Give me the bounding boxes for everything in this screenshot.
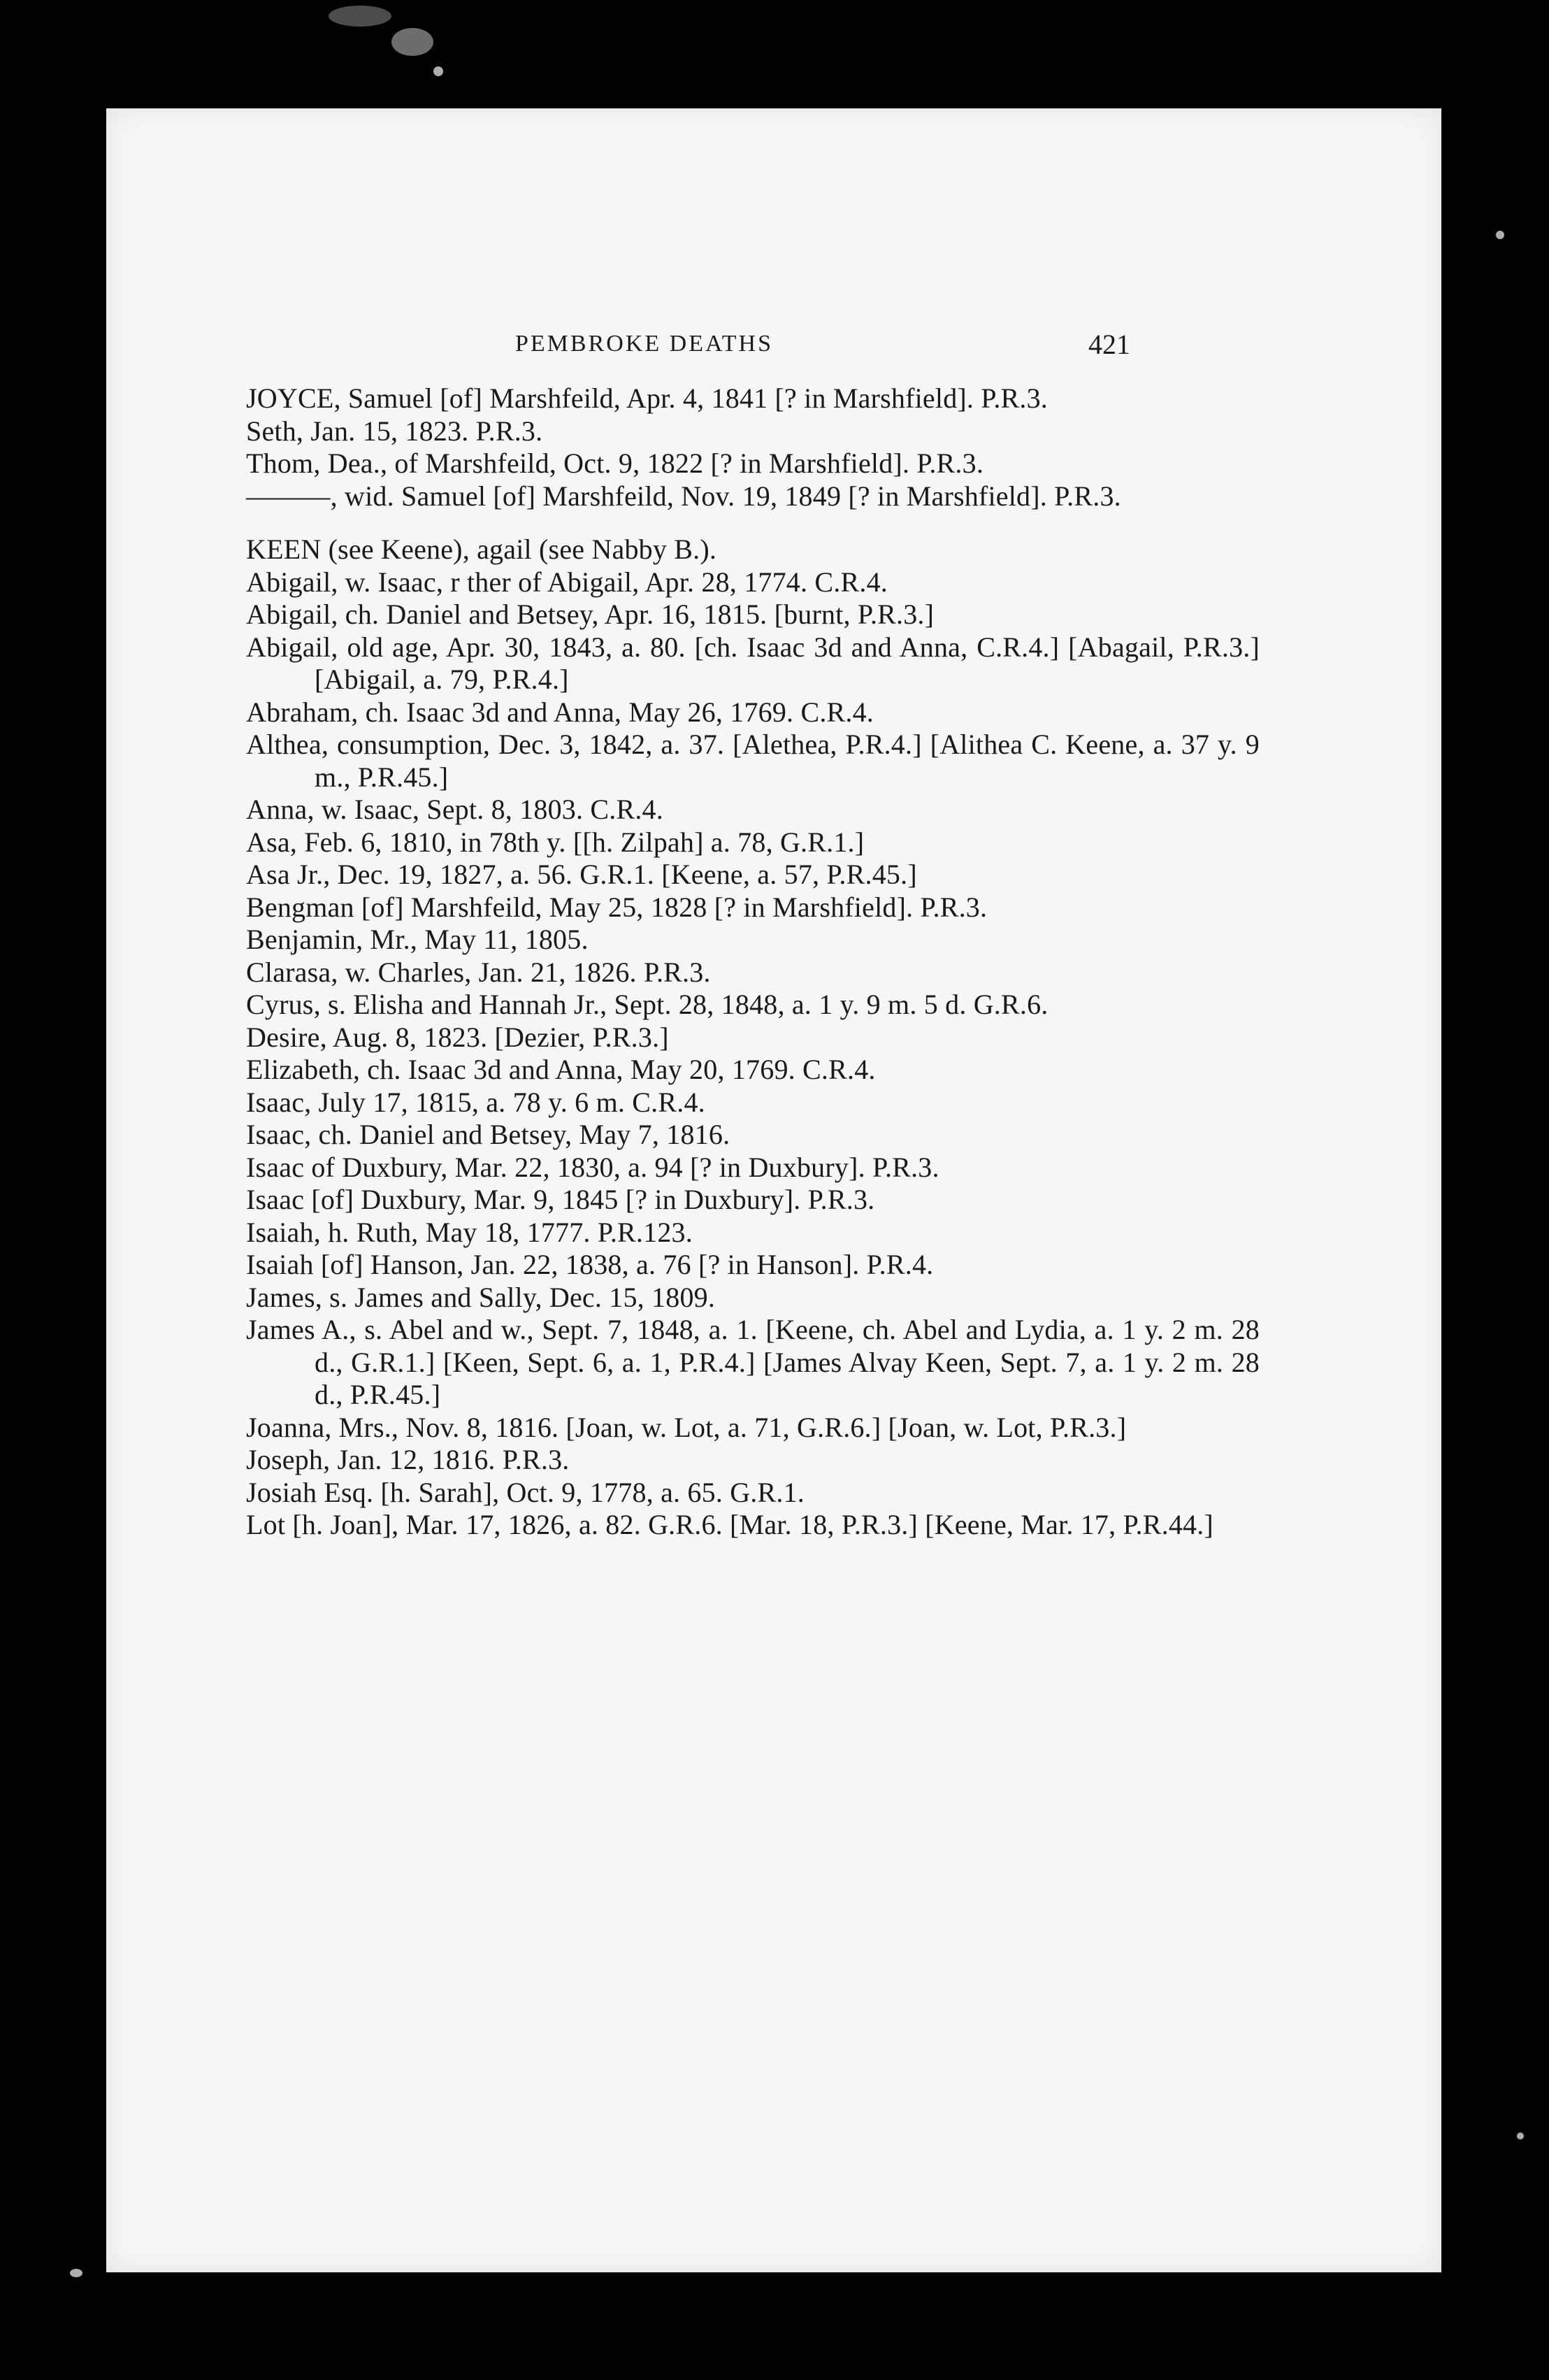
scan-noise: [1496, 231, 1504, 239]
death-record-entry: Seth, Jan. 15, 1823. P.R.3.: [246, 415, 543, 447]
death-record-entry: Abraham, ch. Isaac 3d and Anna, May 26, 1769. C.R.4.: [246, 696, 874, 728]
death-record-entry: Clarasa, w. Charles, Jan. 21, 1826. P.R.3.: [246, 956, 711, 988]
death-record-entry: James A., s. Abel and w., Sept. 7, 1848, a. 1. [Keene, ch. Abel and Lydia, a. 1 y. 2 m. 28 d., G.R.1.] [Keen, Sept. 6, a. 1, P.R.4.] [James Alvay Keen, Sept. 7, a. 1 y. 2 m. 28 d., P.R.45.]: [246, 1314, 1260, 1410]
death-record-entry: Joseph, Jan. 12, 1816. P.R.3.: [246, 1444, 570, 1475]
death-record-entry: ———, wid. Samuel [of] Marshfeild, Nov. 19, 1849 [? in Marshfield]. P.R.3.: [246, 480, 1121, 512]
book-page: [106, 108, 1441, 2272]
death-record-entry: Joanna, Mrs., Nov. 8, 1816. [Joan, w. Lot, a. 71, G.R.6.] [Joan, w. Lot, P.R.3.]: [246, 1411, 1127, 1443]
scan-noise: [329, 6, 391, 27]
page-number: 421: [1088, 329, 1130, 360]
death-record-entry: Althea, consumption, Dec. 3, 1842, a. 37. [Alethea, P.R.4.] [Alithea C. Keene, a. 37 y. 9 m., P.R.45.]: [246, 729, 1260, 793]
death-record-entry: Cyrus, s. Elisha and Hannah Jr., Sept. 28, 1848, a. 1 y. 9 m. 5 d. G.R.6.: [246, 989, 1049, 1020]
death-record-entry: Desire, Aug. 8, 1823. [Dezier, P.R.3.]: [246, 1021, 669, 1053]
death-record-entry: Isaac [of] Duxbury, Mar. 9, 1845 [? in Duxbury]. P.R.3.: [246, 1184, 875, 1215]
death-record-entry: KEEN (see Keene), agail (see Nabby B.).: [246, 533, 717, 565]
death-record-entry: Isaiah, h. Ruth, May 18, 1777. P.R.123.: [246, 1216, 693, 1248]
death-record-entry: Bengman [of] Marshfeild, May 25, 1828 [? in Marshfield]. P.R.3.: [246, 891, 988, 923]
running-head: [106, 331, 1441, 373]
death-record-entry: Abigail, w. Isaac, r ther of Abigail, Apr. 28, 1774. C.R.4.: [246, 566, 888, 598]
death-record-entry: Lot [h. Joan], Mar. 17, 1826, a. 82. G.R.6. [Mar. 18, P.R.3.] [Keene, Mar. 17, P.R.44.]: [246, 1509, 1213, 1540]
death-record-entry: Asa Jr., Dec. 19, 1827, a. 56. G.R.1. [Keene, a. 57, P.R.45.]: [246, 859, 917, 890]
death-record-entry: Isaac of Duxbury, Mar. 22, 1830, a. 94 [? in Duxbury]. P.R.3.: [246, 1151, 939, 1183]
scan-noise: [70, 2269, 82, 2277]
death-record-entry: Isaac, ch. Daniel and Betsey, May 7, 1816.: [246, 1119, 730, 1150]
scan-noise: [1517, 2132, 1524, 2139]
death-record-entry: Asa, Feb. 6, 1810, in 78th y. [[h. Zilpah] a. 78, G.R.1.]: [246, 826, 865, 858]
death-record-entry: Josiah Esq. [h. Sarah], Oct. 9, 1778, a. 65. G.R.1.: [246, 1476, 805, 1508]
scan-noise: [433, 66, 443, 76]
death-record-entry: Thom, Dea., of Marshfeild, Oct. 9, 1822 [? in Marshfield]. P.R.3.: [246, 447, 984, 479]
death-record-entry: Abigail, old age, Apr. 30, 1843, a. 80. [ch. Isaac 3d and Anna, C.R.4.] [Abagail, P.R.3.] [Abigail, a. 79, P.R.4.]: [246, 631, 1260, 695]
death-record-entry: Elizabeth, ch. Isaac 3d and Anna, May 20, 1769. C.R.4.: [246, 1054, 876, 1085]
death-records-list: [246, 382, 1260, 1542]
death-record-entry: Abigail, ch. Daniel and Betsey, Apr. 16, 1815. [burnt, P.R.3.]: [246, 598, 935, 630]
death-record-entry: JOYCE, Samuel [of] Marshfeild, Apr. 4, 1841 [? in Marshfield]. P.R.3.: [246, 382, 1049, 414]
death-record-entry: Isaac, July 17, 1815, a. 78 y. 6 m. C.R.4.: [246, 1086, 705, 1118]
death-record-entry: James, s. James and Sally, Dec. 15, 1809.: [246, 1281, 716, 1313]
death-record-entry: Isaiah [of] Hanson, Jan. 22, 1838, a. 76 [? in Hanson]. P.R.4.: [246, 1249, 934, 1280]
running-title: PEMBROKE DEATHS: [515, 331, 773, 357]
death-record-entry: Anna, w. Isaac, Sept. 8, 1803. C.R.4.: [246, 794, 663, 825]
scan-noise: [391, 28, 433, 56]
death-record-entry: Benjamin, Mr., May 11, 1805.: [246, 924, 589, 955]
